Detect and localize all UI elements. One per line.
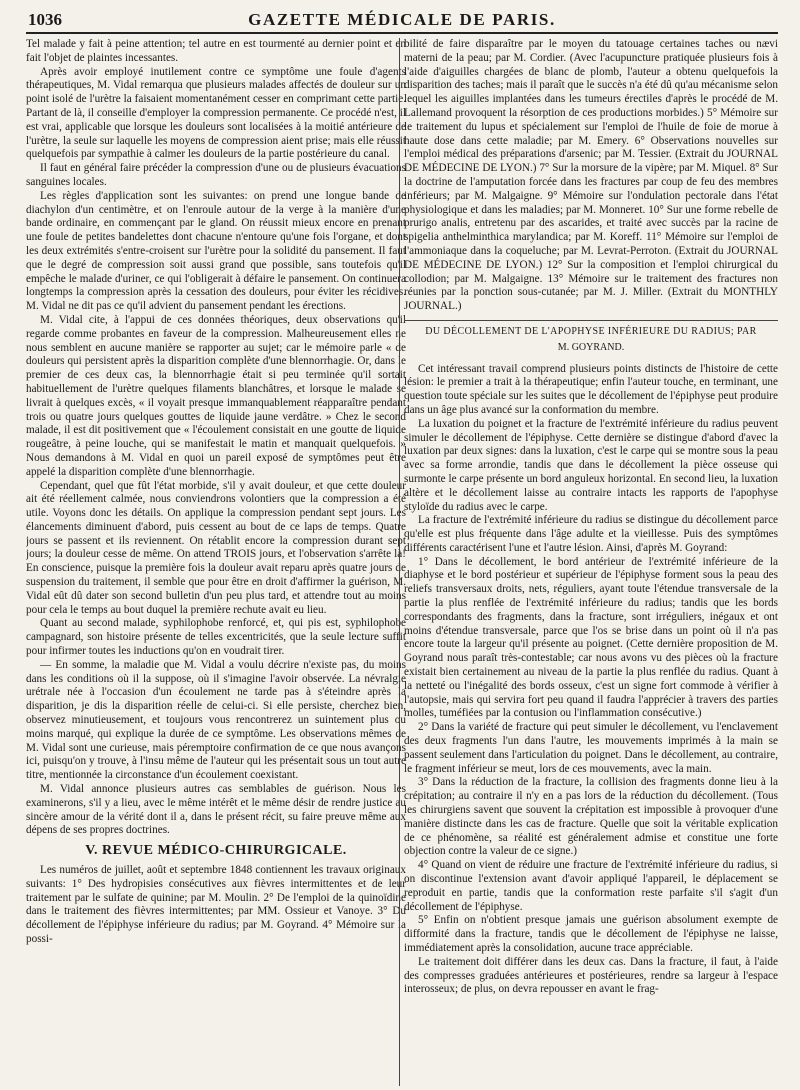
- paragraph: 5° Enfin on n'obtient presque jamais une guérison absolument exempte de difformité dans la fracture, tandis que le décollement de l'épiphyse ne laisse, immédiatement après la consolidation, aucune trace appréciable.: [404, 914, 778, 954]
- page-header: [26, 10, 778, 32]
- paragraph: La luxation du poignet et la fracture de l'extrémité inférieure du radius peuvent simuler le décollement de l'épiphyse. Cette dernière se distingue d'abord d'avec la luxation par deux signes: dans la luxation, c'est le carpe qui se montre sous la peau avec sa forme arrondie, tandis que dans le décollement la pièce osseuse qui surmonte le carpe présente un bord anguleux horizontal. En second lieu, la luxation altère et le décollement laisse au contraire intacts les rapports de l'apophyse styloïde du radius avec le carpe.: [404, 417, 778, 513]
- article-author: M. GOYRAND.: [557, 341, 625, 353]
- paragraph: 1° Dans le décollement, le bord antérieur de l'extrémité inférieure de la diaphyse et le bord postérieur et supérieur de l'épiphyse forment sous la peau des reliefs transversaux droits, nets, réguliers, ayant toute l'étendue transversale de la partie la plus renflée de l'extrémité inférieure du radius; tandis que les bords correspondants des fragments, dans la fracture, sont irréguliers, inégaux et ont moins d'étendue transversale, parce que l'os se brise dans un point où il n'a pas encore toute la largeur qu'il présente au poignet. (Cette dernière proposition de M. Goyrand nous paraît très-contestable; car nous avons vu des pièces où la fracture existait bien certainement au niveau de la partie la plus renflée du radius. Quant à la netteté ou l'inégalité des bords osseux, c'est un signe fort commode à vérifier à l'autopsie, mais qui servira fort peu quand il faudra l'apprécier à travers des parties molles, tuméfiées par la contusion ou l'inflammation consécutive.): [404, 555, 778, 720]
- paragraph: Quant au second malade, syphilophobe renforcé, et, qui pis est, syphilophobe campagnard, son histoire présente de telles excentricités, que la seule lecture suffit pour infirmer toutes les inductions qu'on en voudrait tirer.: [26, 617, 406, 658]
- running-title: GAZETTE MÉDICALE DE PARIS.: [248, 10, 556, 29]
- paragraph: 4° Quand on vient de réduire une fracture de l'extrémité inférieure du radius, si on discontinue l'extension avant d'avoir appliqué l'appareil, le déplacement se reproduit en partie, tandis que la conformation reste parfaite s'il s'agit d'un décollement de l'épiphyse.: [404, 859, 778, 913]
- paragraph: Il faut en général faire précéder la compression d'une ou de plusieurs évacuations sanguines locales.: [26, 162, 406, 188]
- paragraph: — En somme, la maladie que M. Vidal a voulu décrire n'existe pas, du moins dans les conditions où il la suppose, où il s'imagine l'avoir observée. La névralgie urétrale née à l'occasion d'un écoulement ne tarde pas à s'éteindre après la disparition, je dis la disparition réelle de celui-ci. Si elle persiste, cherchez bien, observez minutieusement, et toujours vous rencontrerez un suintement plus ou moins marqué, qui explique la durée de ce symptôme. Les observations mêmes de M. Vidal sont une curieuse, mais péremptoire confirmation de ce que nous avançons ici, puisqu'on y trouve, à l'insu même de l'auteur qui les présentait sous un tout autre titre, mentionnée la circonstance d'un écoulement coexistant.: [26, 658, 406, 782]
- paragraph: Les numéros de juillet, août et septembre 1848 contiennent les travaux originaux suivants: 1° Des hydropisies consécutives aux fièvres intermittentes et de leur traitement par le sulfate de quinine; par M. Moulin. 2° De l'emploi de la quinoïdine dans le traitement des fièvres intermittentes; par MM. Ossieur et Vanoye. 3° Du décollement de l'épiphyse inférieure du radius; par M. Goyrand. 4° Mémoire sur la possi-: [26, 864, 406, 945]
- paragraph: Cependant, quel que fût l'état morbide, s'il y avait douleur, et que cette douleur ait été réellement calmée, nous conviendrons volontiers que la compression a été utile. Voyons donc les détails. On applique la compression pendant sept jours. Les élancements diminuent d'abord, puis cessent au bout de ce laps de temps. Quatre jours se passent et ils reviennent. On rétablit encore la compression durant sept jours; la douleur cesse de même. On attend TROIS jours, et l'observation s'arrête là! En conscience, puisque la première fois la douleur avait reparu après quatre jours de suspension du traitement, il semble que pour être en droit d'affirmer la guérison, M. Vidal eût dû dater son second bulletin d'un peu plus tard, et attendre tout au moins pour cela le temps au bout duquel la première rechute avait eu lieu.: [26, 479, 406, 616]
- section-heading: V. REVUE MÉDICO-CHIRURGICALE.: [85, 843, 347, 859]
- article-rule: [404, 320, 778, 321]
- paragraph: M. Vidal annonce plusieurs autres cas semblables de guérison. Nous les examinerons, s'il y a lieu, avec le même intérêt et le même désir de rendre justice au sincère amour de la vérité dont il a, dans le présent récit, su faire preuve même aux dépens de ses propres doctrines.: [26, 783, 406, 837]
- article-heading: DU DÉCOLLEMENT DE L'APOPHYSE INFÉRIEURE DU RADIUS; PAR: [425, 325, 757, 337]
- right-column: [404, 38, 778, 1086]
- left-column: [26, 38, 406, 1086]
- header-rule: [26, 32, 778, 34]
- paragraph: bilité de faire disparaître par le moyen du tatouage certaines taches ou nævi materni de la peau; par M. Cordier. (Avec l'acupuncture pratiquée plusieurs fois à l'aide d'aiguilles chargées de blanc de plomb, l'auteur a obtenu quelquefois la disparition des taches; mais il paraît que le succès n'a été dû qu'au mécanisme selon lequel les aiguilles implantées dans les tumeurs érectiles d'après le procédé de M. Lallemand provoquent la résorption de ces productions morbides.) 5° Mémoire sur le traitement du lupus et spécialement sur l'emploi de l'huile de foie de morue à haute dose dans cette maladie; par M. Emery. 6° Observations nouvelles sur l'emploi médical des préparations d'arsenic; par M. Tessier. (Extrait du JOURNAL DE MÉDECINE DE LYON.) 7° Sur la morsure de la vipère; par M. Miquel. 8° Sur la doctrine de l'amputation forcée dans les fractures par coup de feu des membres inférieurs; par M. Malgaigne. 9° Mémoire sur l'ondulation pectorale dans l'état physiologique et dans les maladies; par M. Monneret. 10° Sur une forme rebelle de prurigo analis, entretenu par des ascarides, et traité avec succès par la racine de spigelia anthelminthica marylandica; par M. Koreff. 11° Mémoire sur l'emploi de l'ammoniaque dans la coqueluche; par M. Levrat-Perroton. (Extrait du JOURNAL DE MÉDECINE DE LYON.) 12° Sur la composition et l'emploi chirurgical du collodion; par M. Malgaigne. 13° Mémoire sur le traitement des fractures non réunies par la ponction sous-cutanée; par M. J. Miller. (Extrait du MONTHLY JOURNAL.): [404, 38, 778, 313]
- page-number: 1036: [28, 10, 62, 29]
- paragraph: 2° Dans la variété de fracture qui peut simuler le décollement, vu l'enclavement des deux fragments l'un dans l'autre, les mouvements imprimés à la main se passent seulement dans l'articulation du poignet. Dans le décollement, au contraire, le fragment inférieur se meut, lors de ces mouvements, avec la main.: [404, 721, 778, 775]
- paragraph: Après avoir employé inutilement contre ce symptôme une foule d'agents thérapeutiques, M. Vidal remarqua que plusieurs malades affectés de douleur sur un point isolé de l'urètre la faisaient momentanément cesser en comprimant cette partie. Partant de là, il conseille d'employer la compression permanente. Ce procédé n'est, il est vrai, applicable que lorsque les douleurs sont localisées à la moitié antérieure de l'urètre, la seule sur laquelle les moyens de compression aient prise; mais elle réussit quelquefois par sympathie à calmer les douleurs de la partie postérieure du canal.: [26, 65, 406, 161]
- paragraph: Le traitement doit différer dans les deux cas. Dans la fracture, il faut, à l'aide des compresses graduées antérieures et postérieures, rendre sa largeur à l'espace interosseux; de plus, on devra repousser en avant le frag-: [404, 955, 778, 996]
- paragraph: 3° Dans la réduction de la fracture, la collision des fragments donne lieu à la crépitation; au contraire il n'y en a pas lors de la réduction du décollement. (Tous les chirurgiens savent que souvent la crépitation est impossible à provoquer d'une manière distincte dans les cas de fracture. Quelle que soit la véritable explication de ce phénomène, sa réalité est généralement admise et constitue une forte objection contre la valeur de ce signe.): [404, 776, 778, 858]
- paragraph: M. Vidal cite, à l'appui de ces données théoriques, deux observations qu'il regarde comme probantes en faveur de la compression. Malheureusement elles ne nous semblent en aucune manière se rapporter au sujet; car le mémoire parle « de douleurs qui persistent après la disparition complète d'une blennorrhagie. Or, dans le premier de ces deux cas, la blennorrhagie était si peu terminée qu'il sortait habituellement de l'urètre quelques filaments blanchâtres, et lorsque le malade se livrait à quelques excès, « il voyait presque immanquablement réapparaître pendant trois ou quatre jours quelques gouttes de liquide jaune verdâtre. » Chez le second malade, il est dit positivement que « l'écoulement consistait en une goutte de liquide rougeâtre, à peine louche, qui se manifestait le matin et manquait quelquefois. » Nous demandons à M. Vidal en quoi un pareil exposé de symptômes peut être appelé la disparition complète d'une blennorrhagie.: [26, 313, 406, 478]
- paragraph: Les règles d'application sont les suivantes: on prend une longue bande de diachylon d'un centimètre, et on l'enroule autour de la verge à la manière d'une bande ordinaire, en commençant par le gland. On réussit mieux encore en prenant une foule de petites bandelettes dont chacune n'entoure qu'une fois l'organe, et dont les deux extrémités s'entre-croisent sur l'urètre pour la solidité du pansement. Il faut que le degré de compression soit aussi grand que possible, sans toutefois qu'il empêche le malade d'uriner, ce qui l'obligerait à défaire le pansement. On continuera longtemps la compression après la cessation des douleurs, pour éviter les récidives. M. Vidal ne dit pas ce qu'il advient du pansement pendant les érections.: [26, 189, 406, 313]
- paragraph: La fracture de l'extrémité inférieure du radius se distingue du décollement parce qu'elle est plus fréquente dans l'âge adulte et la vieillesse. Puis des symptômes différents caractérisent l'une et l'autre lésion. Ainsi, d'après M. Goyrand:: [404, 514, 778, 554]
- paragraph: Cet intéressant travail comprend plusieurs points distincts de l'histoire de cette lésion: le premier a trait à la thérapeutique; enfin l'auteur touche, en terminant, une question toute spéciale sur les suites que le décollement de l'épiphyse peut produire dans un âge plus avancé sur la conformation du membre.: [404, 362, 778, 416]
- paragraph: Tel malade y fait à peine attention; tel autre en est tourmenté au dernier point et en fait l'objet de plaintes incessantes.: [26, 38, 406, 64]
- column-divider: [399, 38, 400, 1086]
